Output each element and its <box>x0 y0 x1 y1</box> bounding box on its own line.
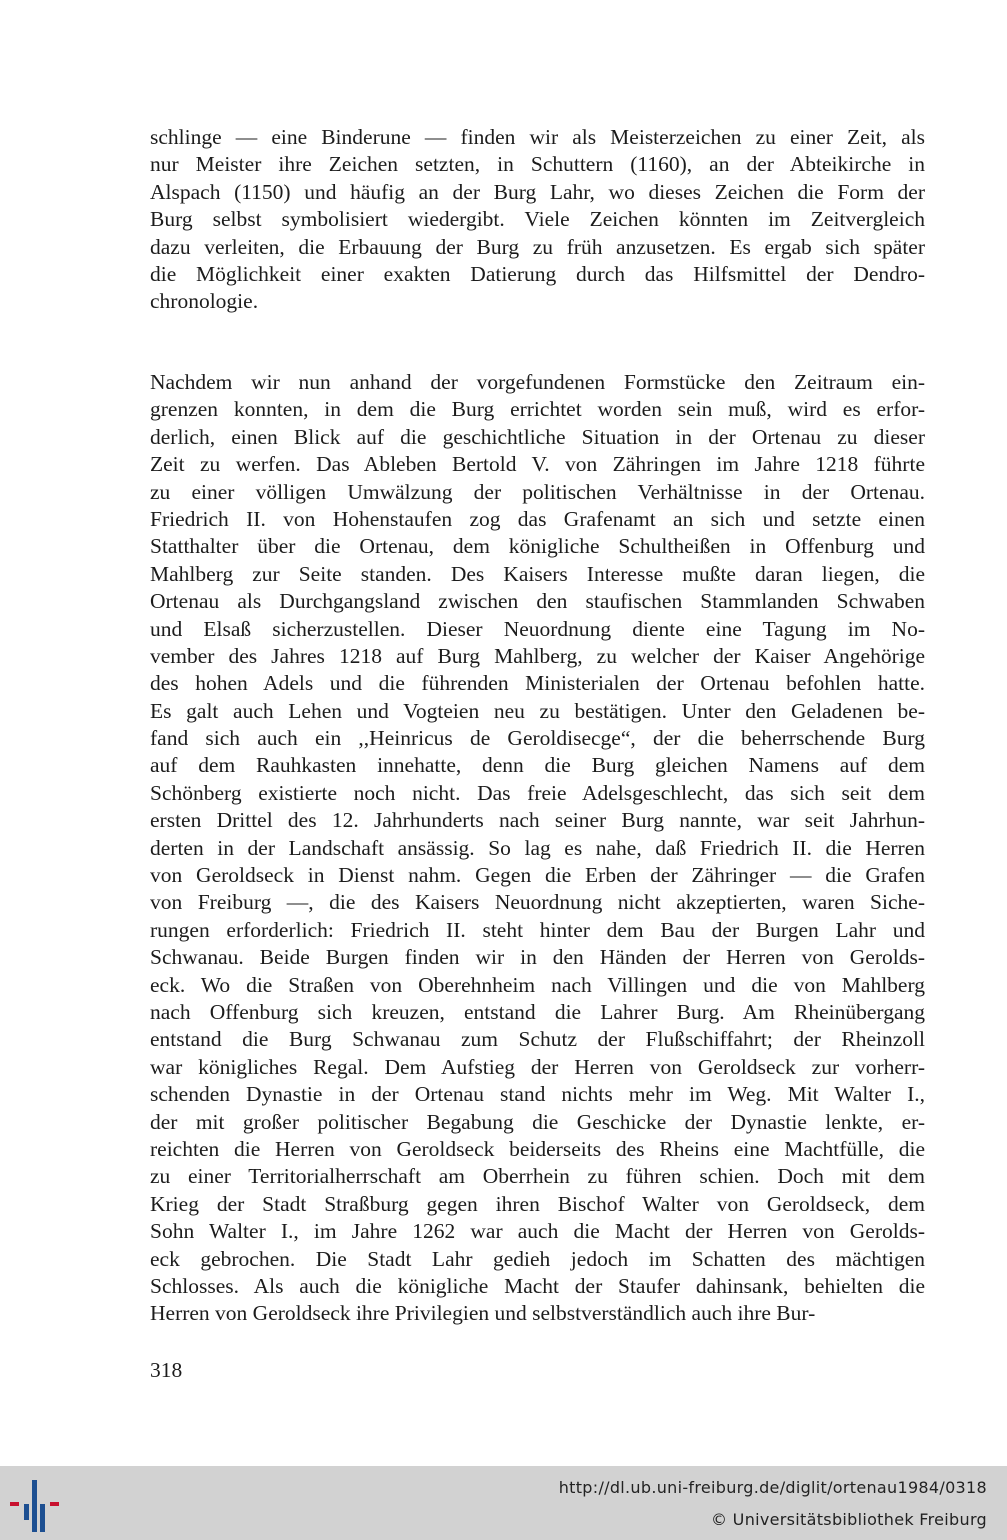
text-line: Zeit zu werfen. Das Ableben Bertold V. von Zähringen im Jahre 1218 führte <box>150 452 925 477</box>
text-line: Herren von Geroldseck ihre Privilegien und selbstverständlich auch ihre Bur- <box>150 1301 816 1326</box>
text-line: des hohen Adels und die führenden Ministerialen der Ortenau befohlen hatte. <box>150 671 925 696</box>
text-line: auf dem Rauhkasten innehatte, denn die Burg gleichen Namens auf dem <box>150 753 925 778</box>
text-line: der mit großer politischer Begabung die Geschicke der Dynastie lenkte, er- <box>150 1109 925 1134</box>
text-line: reichten die Herren von Geroldseck beiderseits des Rheins eine Machtfülle, die <box>150 1136 925 1161</box>
text-line: nach Offenburg sich kreuzen, entstand die Lahrer Burg. Am Rheinübergang <box>150 999 925 1024</box>
text-line: von Freiburg —, die des Kaisers Neuordnung nicht akzeptierten, waren Siche- <box>150 890 925 915</box>
footer-bar <box>0 1466 1007 1540</box>
text-line: chronologie. <box>150 289 259 314</box>
text-line: Statthalter über die Ortenau, dem königliche Schultheißen in Offenburg und <box>150 534 925 559</box>
text-line: fand sich auch ein ,,Heinricus de Geroldisecge“, der die beherrschende Burg <box>150 726 925 751</box>
text-line: nur Meister ihre Zeichen setzten, in Schuttern (1160), an der Abteikirche in <box>150 152 925 177</box>
text-line: eck. Wo die Straßen von Oberehnheim nach Villingen und die von Mahlberg <box>150 972 925 997</box>
paragraph-2 <box>150 369 925 1328</box>
text-line: ersten Drittel des 12. Jahrhunderts nach seiner Burg nannte, war seit Jahrhun- <box>150 808 925 833</box>
text-line: Alspach (1150) und häufig an der Burg Lahr, wo dieses Zeichen die Form der <box>150 179 925 204</box>
text-line: Schlosses. Als auch die königliche Macht der Staufer dahinsank, behielten die <box>150 1273 925 1298</box>
text-line: schlinge — eine Binderune — finden wir als Meisterzeichen zu einer Zeit, als <box>150 125 925 149</box>
text-line: Ortenau als Durchgangsland zwischen den staufischen Stammlanden Schwaben <box>150 589 925 614</box>
text-line: entstand die Burg Schwanau zum Schutz der Flußschiffahrt; der Rheinzoll <box>150 1027 925 1052</box>
text-line: zu einer Territorialherrschaft am Oberrhein zu führen schien. Doch mit dem <box>150 1164 925 1189</box>
page-number: 318 <box>150 1358 183 1382</box>
text-line: zu einer völligen Umwälzung der politischen Verhältnisse in der Ortenau. <box>150 479 925 504</box>
text-line: Burg selbst symbolisiert wiedergibt. Viele Zeichen könnten im Zeitvergleich <box>150 207 925 232</box>
text-line: von Geroldseck in Dienst nahm. Gegen die Erben der Zähringer — die Grafen <box>150 863 925 888</box>
text-line: eck gebrochen. Die Stadt Lahr gedieh jedoch im Schatten des mächtigen <box>150 1246 925 1271</box>
text-line: vember des Jahres 1218 auf Burg Mahlberg, zu welcher der Kaiser Angehörige <box>150 643 925 668</box>
text-line: Sohn Walter I., im Jahre 1262 war auch die Macht der Herren von Gerolds- <box>150 1219 925 1244</box>
text-line: die Möglichkeit einer exakten Datierung durch das Hilfsmittel der Dendro- <box>150 261 925 286</box>
text-line: war königliches Regal. Dem Aufstieg der Herren von Geroldseck zur vorherr- <box>150 1054 925 1079</box>
paragraph-1 <box>150 124 925 316</box>
text-line: Mahlberg zur Seite standen. Des Kaisers Interesse mußte daran liegen, die <box>150 561 925 586</box>
text-line: Schönberg existierte noch nicht. Das freie Adelsgeschlecht, das sich seit dem <box>150 780 925 805</box>
text-line: rungen erforderlich: Friedrich II. steht hinter dem Bau der Burgen Lahr und <box>150 917 925 942</box>
source-url-link[interactable]: http://dl.ub.uni-freiburg.de/diglit/ortenau1984/0318 <box>558 1478 987 1497</box>
text-line: Nachdem wir nun anhand der vorgefundenen Formstücke den Zeitraum ein- <box>150 370 925 394</box>
text-line: Friedrich II. von Hohenstaufen zog das Grafenamt an sich und setzte einen <box>150 506 925 531</box>
text-line: grenzen konnten, in dem die Burg errichtet worden sein muß, wird es erfor- <box>150 397 925 422</box>
text-line: Schwanau. Beide Burgen finden wir in den Händen der Herren von Gerolds- <box>150 945 925 970</box>
text-line: Krieg der Stadt Straßburg gegen ihren Bischof Walter von Geroldseck, dem <box>150 1191 925 1216</box>
text-line: derlich, einen Blick auf die geschichtliche Situation in der Ortenau zu dieser <box>150 424 925 449</box>
text-line: schenden Dynastie in der Ortenau stand nichts mehr im Weg. Mit Walter I., <box>150 1082 925 1107</box>
ub-freiburg-logo-icon <box>6 1476 66 1536</box>
copyright-notice: © Universitätsbibliothek Freiburg <box>711 1510 987 1529</box>
text-line: dazu verleiten, die Erbauung der Burg zu früh anzusetzen. Es ergab sich später <box>150 234 925 259</box>
text-line: Es galt auch Lehen und Vogteien neu zu bestätigen. Unter den Geladenen be- <box>150 698 925 723</box>
text-line: und Elsaß sicherzustellen. Dieser Neuordnung diente eine Tagung im No- <box>150 616 925 641</box>
text-line: derten in der Landschaft ansässig. So lag es nahe, daß Friedrich II. die Herren <box>150 835 925 860</box>
